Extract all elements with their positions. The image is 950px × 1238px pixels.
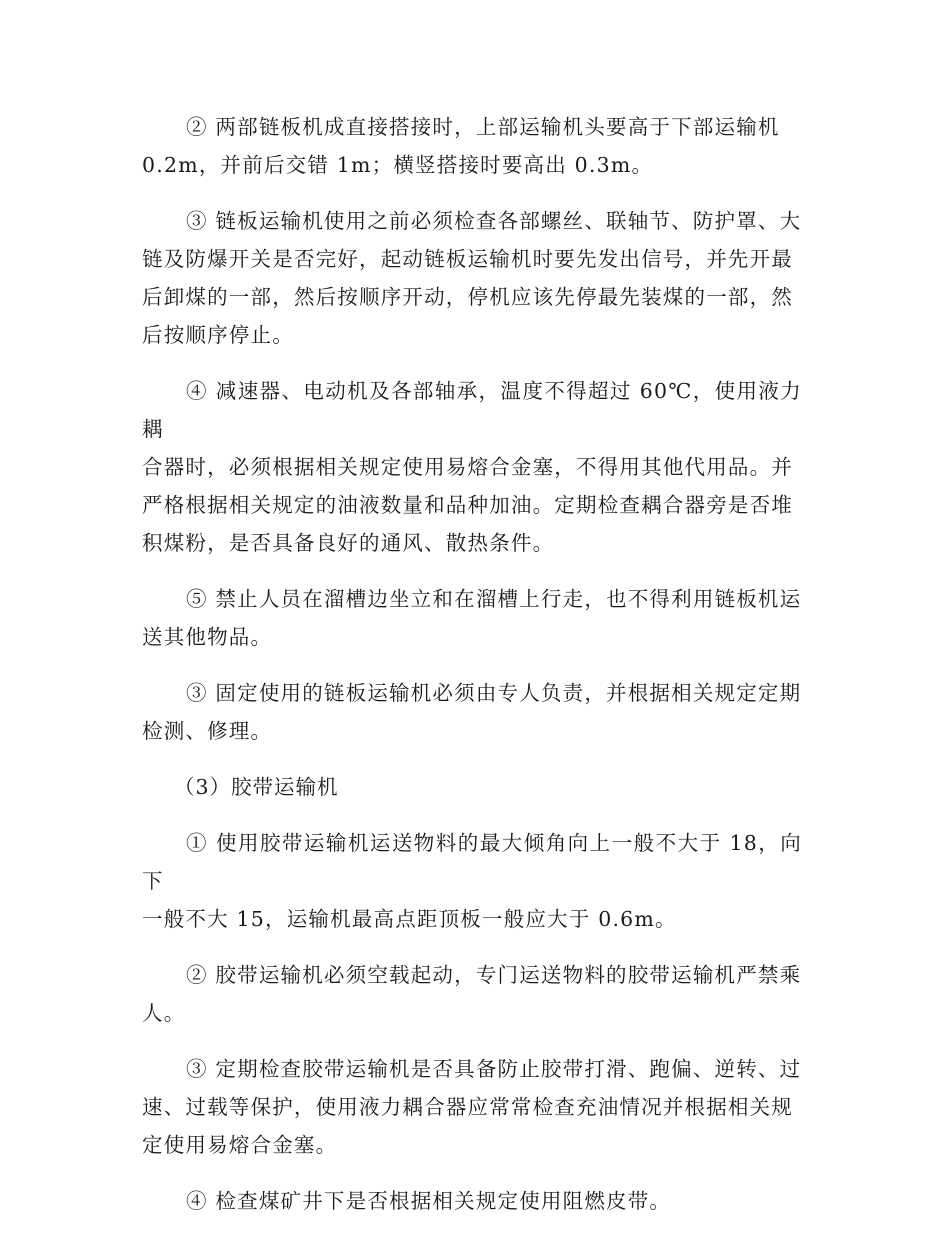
paragraph-belt-protection-check: ③ 定期检查胶带运输机是否具备防止胶带打滑、跑偏、逆转、过 速、过载等保护，使用液力耦合器应常常检查充油情况并根据相关规 定使用易熔合金塞。 [142,1057,802,1157]
paragraph-chain-overlap: ② 两部链板机成直接搭接时，上部运输机头要高于下部运输机 0.2m，并前后交错 1m；横竖搭接时要高出 0.3m。 [142,115,780,177]
document-body [142,108,802,1238]
section-heading-belt-conveyor: （3）胶带运输机 [174,775,339,799]
paragraph-reducer-temperature: ④ 减速器、电动机及各部轴承，温度不得超过 60℃，使用液力耦 合器时，必须根据相关规定使用易熔合金塞，不得用其他代用品。并 严格根据相关规定的油液数量和品种加油。定期检查耦合器旁是否堆 积煤粉，是否具备良好的通风、散热条件。 [142,379,802,555]
paragraph-belt-incline: ① 使用胶带运输机运送物料的最大倾角向上一般不大于 18，向下 一般不大 15，运输机最高点距顶板一般应大于 0.6m。 [142,831,802,931]
paragraph-no-walking-on-chute: ⑤ 禁止人员在溜槽边坐立和在溜槽上行走，也不得利用链板机运 送其他物品。 [142,587,802,649]
paragraph-belt-no-load-start: ② 胶带运输机必须空载起动，专门运送物料的胶带运输机严禁乘 人。 [142,963,802,1025]
paragraph-chain-startup-check: ③ 链板运输机使用之前必须检查各部螺丝、联轴节、防护罩、大 链及防爆开关是否完好，起动链板运输机时要先发出信号，并先开最 后卸煤的一部，然后按顺序开动，停机应该先停最先装煤的一部，然 后按顺序停止。 [142,209,802,347]
paragraph-dedicated-maintenance: ③ 固定使用的链板运输机必须由专人负责，并根据相关规定定期 检测、修理。 [142,681,802,743]
paragraph-flame-retardant-belt: ④ 检查煤矿井下是否根据相关规定使用阻燃皮带。 [186,1189,672,1213]
